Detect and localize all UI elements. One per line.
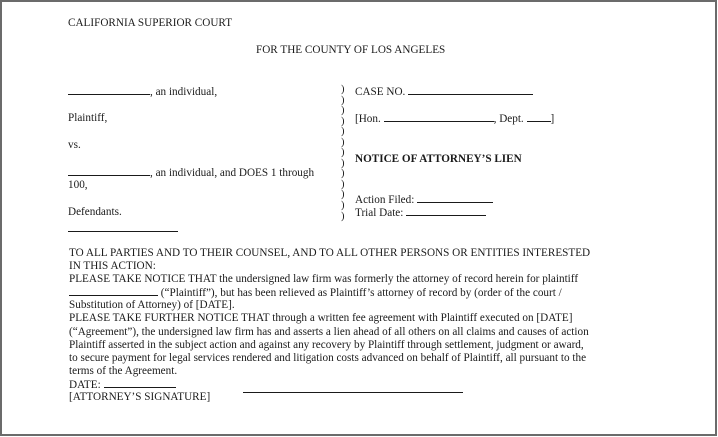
- defendant-name-blank[interactable]: [68, 166, 150, 176]
- defendant-suffix: , an individual, and DOES 1 through: [150, 167, 315, 179]
- paren: ): [341, 178, 345, 190]
- defendant-cont: 100,: [68, 179, 88, 191]
- plaintiff-blank[interactable]: [69, 286, 158, 296]
- plaintiff-label: Plaintiff,: [68, 112, 108, 124]
- paren: ): [341, 157, 345, 169]
- caption-bottom-rule: [68, 231, 178, 232]
- judge-line: [355, 112, 554, 126]
- paren: ): [341, 147, 345, 159]
- signature-label: [ATTORNEY’S SIGNATURE]: [69, 391, 211, 404]
- case-no-label: CASE NO.: [355, 86, 406, 98]
- hon-close: ]: [550, 113, 555, 125]
- body-line: to secure payment for legal services rendered and litigation costs advanced on behalf of Plaintiff, all pursuant to the: [69, 351, 587, 364]
- date-line: [69, 378, 709, 391]
- trial-date-blank[interactable]: [406, 206, 486, 216]
- vs-label: vs.: [68, 139, 81, 151]
- action-filed-label: Action Filed:: [355, 194, 415, 206]
- trial-date-line: [355, 206, 486, 220]
- case-number-line: [355, 85, 533, 99]
- paren: ): [341, 200, 345, 212]
- date-label: DATE:: [69, 378, 101, 391]
- hon-label: [Hon.: [355, 113, 381, 125]
- trial-date-label: Trial Date:: [355, 207, 404, 219]
- dept-blank[interactable]: [527, 112, 551, 122]
- paren: ): [341, 94, 345, 106]
- dept-label: , Dept.: [493, 113, 524, 125]
- judge-name-blank[interactable]: [384, 112, 494, 122]
- document-title: NOTICE OF ATTORNEY’S LIEN: [355, 153, 522, 165]
- paren: ): [341, 168, 345, 180]
- signature-line[interactable]: [243, 392, 463, 393]
- action-filed-blank[interactable]: [417, 193, 493, 203]
- plaintiff-name-blank[interactable]: [68, 85, 150, 95]
- paren: ): [341, 189, 345, 201]
- paren: ): [341, 126, 345, 138]
- body-line: TO ALL PARTIES AND TO THEIR COUNSEL, AND TO ALL OTHER PERSONS OR ENTITIES INTERESTED: [69, 247, 591, 259]
- plaintiff-line: [68, 85, 217, 99]
- body-line-text: (“Plaintiff”), but has been relieved as Plaintiff’s attorney of record by (order of the court /: [158, 287, 562, 300]
- notice-body: [69, 247, 709, 404]
- paren: ): [341, 115, 345, 127]
- defendants-label: Defendants.: [68, 206, 122, 218]
- paren: ): [341, 210, 345, 222]
- paren: ): [341, 84, 345, 95]
- case-number-blank[interactable]: [408, 85, 533, 95]
- body-line: Plaintiff asserted in the subject action and against any recovery by Plaintiff through settlement, judgment or award,: [69, 338, 584, 351]
- action-filed-line: [355, 193, 493, 207]
- body-line: Substitution of Attorney) of [DATE].: [69, 299, 235, 312]
- body-line: IN THIS ACTION:: [69, 260, 156, 273]
- paren: ): [341, 105, 345, 117]
- date-blank[interactable]: [104, 378, 176, 388]
- body-line-plaintiff: [69, 286, 709, 299]
- body-line: PLEASE TAKE FURTHER NOTICE THAT through a written fee agreement with Plaintiff executed on [DATE]: [69, 312, 573, 325]
- plaintiff-suffix: , an individual,: [150, 86, 218, 98]
- county-name: FOR THE COUNTY OF LOS ANGELES: [256, 44, 446, 56]
- body-line: terms of the Agreement.: [69, 364, 178, 377]
- body-line: PLEASE TAKE NOTICE THAT the undersigned law firm was formerly the attorney of record herein for plaintiff: [69, 273, 579, 286]
- body-line: (“Agreement”), the undersigned law firm has and asserts a lien ahead of all others on all claims and causes of action: [69, 325, 589, 338]
- defendant-line: [68, 166, 314, 180]
- court-name: CALIFORNIA SUPERIOR COURT: [68, 17, 233, 29]
- paren: ): [341, 136, 345, 148]
- caption-divider: [341, 85, 351, 222]
